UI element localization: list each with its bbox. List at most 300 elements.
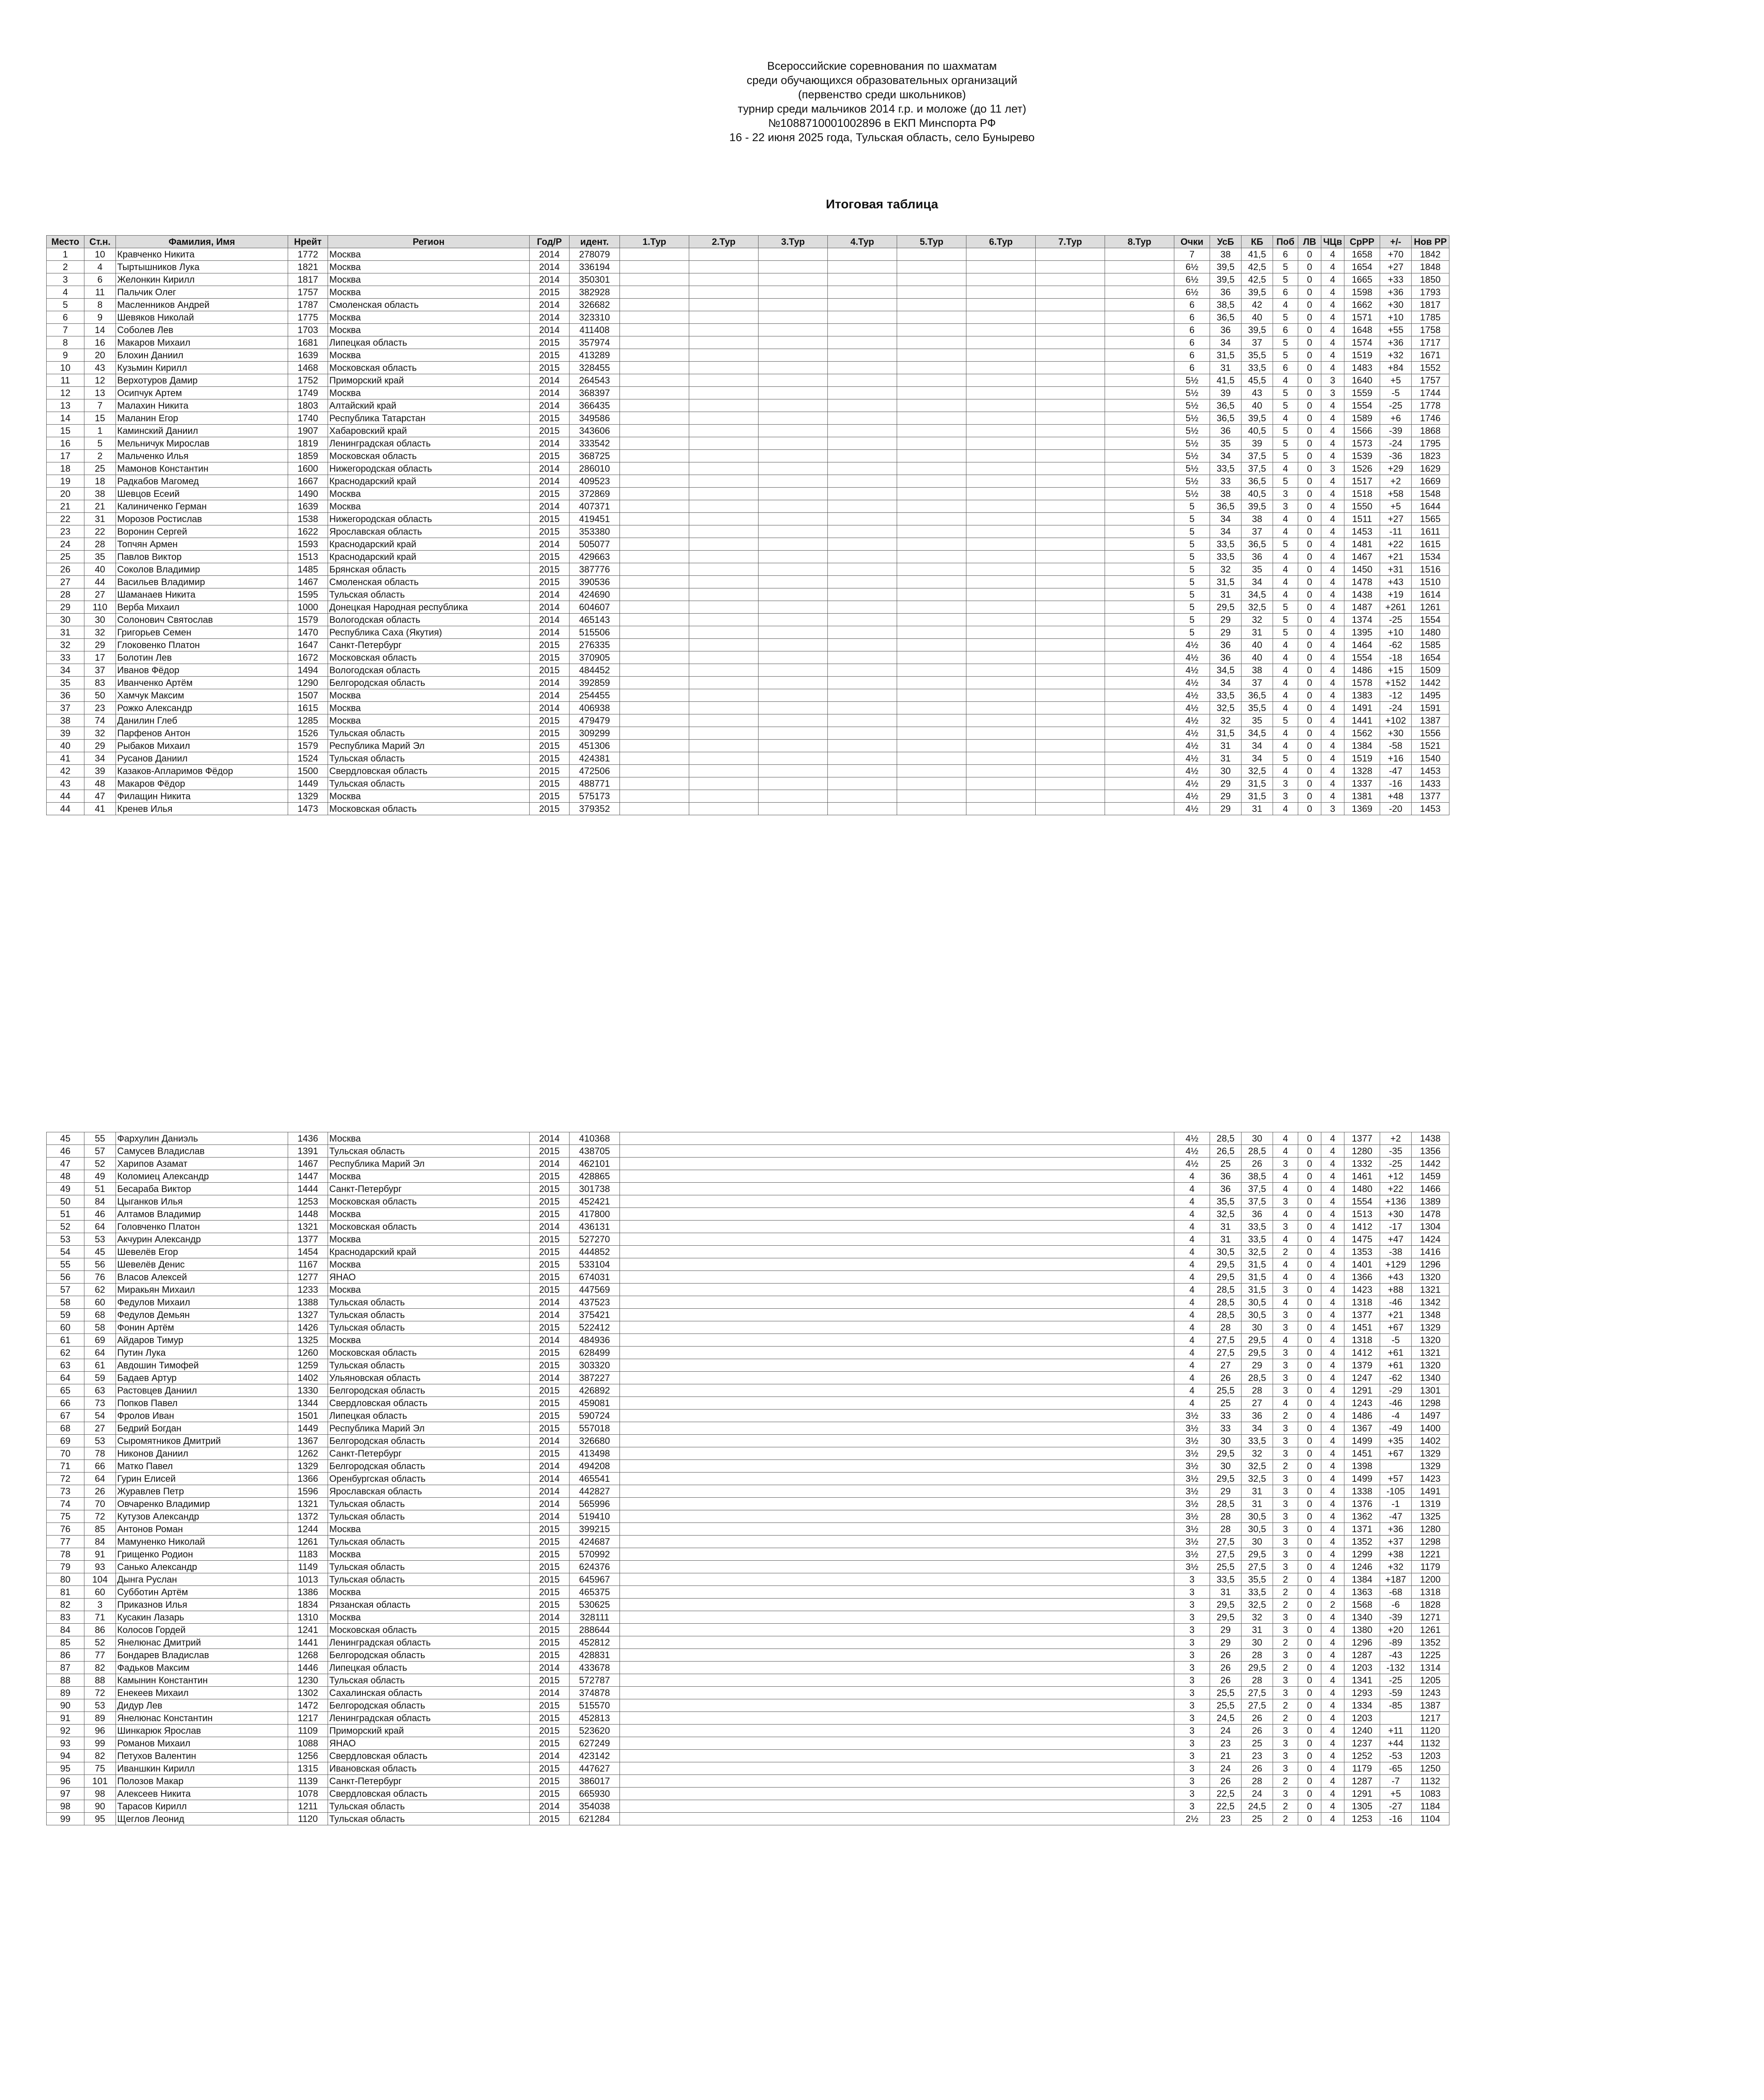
table-cell — [620, 1195, 1174, 1208]
table-cell: Москва — [328, 790, 530, 803]
table-cell: 28,5 — [1242, 1145, 1273, 1158]
table-cell: 379352 — [570, 803, 620, 815]
table-cell — [620, 1699, 1174, 1712]
table-cell: 39,5 — [1242, 286, 1273, 299]
table-cell: 1233 — [288, 1284, 328, 1296]
table-cell: 4 — [1321, 1800, 1344, 1813]
table-cell: 8 — [47, 336, 84, 349]
table-cell — [689, 601, 759, 614]
table-cell — [966, 412, 1036, 425]
table-cell: Фролов Иван — [116, 1410, 288, 1422]
table-cell: +36 — [1380, 1523, 1412, 1536]
table-cell: 2015 — [530, 1183, 570, 1195]
table-cell — [897, 273, 966, 286]
table-cell — [620, 1233, 1174, 1246]
table-cell: Алексеев Никита — [116, 1788, 288, 1800]
table-cell: 4 — [1321, 1636, 1344, 1649]
table-cell: 4½ — [1174, 689, 1210, 702]
table-cell: 1513 — [1344, 1208, 1380, 1221]
table-cell: +48 — [1380, 790, 1412, 803]
table-cell: 1318 — [1412, 1586, 1449, 1599]
table-cell: 2015 — [530, 349, 570, 362]
table-cell — [1036, 740, 1105, 752]
table-cell: 32,5 — [1242, 1599, 1273, 1611]
table-cell: 33 — [1210, 1422, 1242, 1435]
table-cell — [897, 714, 966, 727]
table-cell: 30 — [1242, 1636, 1273, 1649]
table-cell: 36,5 — [1242, 475, 1273, 488]
table-cell: 1387 — [1412, 714, 1449, 727]
table-cell: 40 — [1242, 399, 1273, 412]
table-cell: 4 — [1174, 1170, 1210, 1183]
table-cell: Дынга Руслан — [116, 1573, 288, 1586]
table-cell — [620, 525, 689, 538]
table-cell: 62 — [84, 1284, 116, 1296]
table-cell — [620, 450, 689, 462]
table-cell — [1036, 475, 1105, 488]
table-cell — [966, 740, 1036, 752]
table-cell: 438705 — [570, 1145, 620, 1158]
table-cell: Дидур Лев — [116, 1699, 288, 1712]
table-cell — [828, 790, 897, 803]
table-row — [47, 286, 1449, 299]
table-cell — [966, 626, 1036, 639]
table-cell: 1376 — [1344, 1498, 1380, 1510]
table-cell: 31,5 — [1242, 1284, 1273, 1296]
table-cell: 1314 — [1412, 1662, 1449, 1674]
table-cell: Верба Михаил — [116, 601, 288, 614]
table-cell: 34 — [1210, 513, 1242, 525]
table-cell: 6½ — [1174, 286, 1210, 299]
table-cell: 1478 — [1344, 576, 1380, 588]
table-cell: 30 — [84, 614, 116, 626]
table-cell: 37 — [1242, 525, 1273, 538]
table-row — [47, 777, 1449, 790]
table-cell: 2015 — [530, 1170, 570, 1183]
table-cell: 30 — [1210, 765, 1242, 777]
table-cell: 13 — [84, 387, 116, 399]
table-cell: 336194 — [570, 261, 620, 273]
table-cell — [620, 462, 689, 475]
table-row — [47, 450, 1449, 462]
table-cell: 5 — [1273, 538, 1298, 551]
table-cell: 28 — [1242, 1674, 1273, 1687]
table-cell: 4 — [1321, 261, 1344, 273]
table-cell: 1495 — [1412, 689, 1449, 702]
table-cell: 1256 — [288, 1750, 328, 1762]
table-cell: Краснодарский край — [328, 551, 530, 563]
table-cell: 0 — [1298, 1687, 1321, 1699]
table-cell — [620, 1561, 1174, 1573]
table-cell: 0 — [1298, 1473, 1321, 1485]
table-cell: 437523 — [570, 1296, 620, 1309]
table-cell: Мальченко Илья — [116, 450, 288, 462]
table-cell — [1036, 803, 1105, 815]
table-cell — [897, 677, 966, 689]
table-cell: 29,5 — [1210, 1258, 1242, 1271]
table-cell: 4½ — [1174, 740, 1210, 752]
table-cell: 98 — [84, 1788, 116, 1800]
column-header: +/- — [1380, 236, 1412, 248]
table-cell: 71 — [84, 1611, 116, 1624]
table-cell: -53 — [1380, 1750, 1412, 1762]
table-cell: +44 — [1380, 1737, 1412, 1750]
table-cell: 5½ — [1174, 437, 1210, 450]
table-cell: 1340 — [1412, 1372, 1449, 1384]
table-cell: 465375 — [570, 1586, 620, 1599]
table-cell — [1036, 777, 1105, 790]
table-cell: 3½ — [1174, 1447, 1210, 1460]
table-cell: Белгородская область — [328, 1435, 530, 1447]
table-cell: Мамуненко Николай — [116, 1536, 288, 1548]
column-header: Год/Р — [530, 236, 570, 248]
table-cell — [620, 576, 689, 588]
table-cell: 31 — [1210, 1586, 1242, 1599]
table-cell: Москва — [328, 261, 530, 273]
table-cell: 29,5 — [1210, 1271, 1242, 1284]
table-row — [47, 1271, 1449, 1284]
table-cell: 29,5 — [1210, 1447, 1242, 1460]
table-cell: 1241 — [288, 1624, 328, 1636]
table-cell: Нижегородская область — [328, 462, 530, 475]
table-cell: 4 — [1321, 1460, 1344, 1473]
table-cell: 4 — [1321, 614, 1344, 626]
table-cell: 2014 — [530, 311, 570, 324]
table-cell: 1451 — [1344, 1321, 1380, 1334]
table-cell: 0 — [1298, 1347, 1321, 1359]
table-cell: 1466 — [1412, 1183, 1449, 1195]
table-cell: 86 — [47, 1649, 84, 1662]
table-cell — [897, 639, 966, 651]
table-cell — [1036, 500, 1105, 513]
table-cell: Ленинградская область — [328, 1712, 530, 1725]
table-cell — [966, 689, 1036, 702]
table-cell: 3½ — [1174, 1548, 1210, 1561]
table-cell — [620, 261, 689, 273]
table-cell — [620, 1410, 1174, 1422]
table-cell: 50 — [84, 689, 116, 702]
table-cell — [620, 1586, 1174, 1599]
table-cell: 93 — [47, 1737, 84, 1750]
table-cell: 1787 — [288, 299, 328, 311]
table-row — [47, 513, 1449, 525]
table-cell: 2 — [1273, 1712, 1298, 1725]
table-cell: 1823 — [1412, 450, 1449, 462]
table-cell: 31 — [1210, 1233, 1242, 1246]
table-cell — [1105, 525, 1174, 538]
table-cell: 64 — [47, 1372, 84, 1384]
table-cell: 3 — [1174, 1712, 1210, 1725]
table-cell: 0 — [1298, 576, 1321, 588]
table-cell: 0 — [1298, 551, 1321, 563]
table-cell: 1487 — [1344, 601, 1380, 614]
table-cell — [689, 362, 759, 374]
table-cell: 23 — [1210, 1737, 1242, 1750]
table-cell: 1828 — [1412, 1599, 1449, 1611]
table-cell: 328455 — [570, 362, 620, 374]
table-cell: 1243 — [1412, 1687, 1449, 1699]
table-cell: 31,5 — [1242, 1271, 1273, 1284]
table-cell: Глоковенко Платон — [116, 639, 288, 651]
table-cell: 0 — [1298, 1599, 1321, 1611]
table-cell: Иванов Фёдор — [116, 664, 288, 677]
table-cell: 0 — [1298, 1170, 1321, 1183]
table-cell: 30 — [1242, 1321, 1273, 1334]
table-row — [47, 1296, 1449, 1309]
table-cell — [620, 1309, 1174, 1321]
table-cell: 3 — [1273, 1674, 1298, 1687]
table-cell: 4 — [1273, 1233, 1298, 1246]
table-cell: 3 — [1273, 1498, 1298, 1510]
table-cell: 30,5 — [1242, 1309, 1273, 1321]
table-cell: 6 — [1273, 286, 1298, 299]
table-cell — [1105, 601, 1174, 614]
table-cell: 34 — [1242, 740, 1273, 752]
table-cell: 60 — [84, 1586, 116, 1599]
table-cell: Янелюнас Константин — [116, 1712, 288, 1725]
table-cell: 4 — [1321, 1649, 1344, 1662]
table-cell: 44 — [47, 803, 84, 815]
table-cell: Москва — [328, 387, 530, 399]
table-cell: 63 — [84, 1384, 116, 1397]
table-cell: Ярославская область — [328, 525, 530, 538]
table-cell: Грищенко Родион — [116, 1548, 288, 1561]
table-cell — [689, 538, 759, 551]
table-cell: 2015 — [530, 1422, 570, 1435]
table-cell: 505077 — [570, 538, 620, 551]
table-cell: 20 — [47, 488, 84, 500]
table-cell: Брянская область — [328, 563, 530, 576]
table-cell — [828, 714, 897, 727]
table-cell: 1470 — [288, 626, 328, 639]
table-cell — [620, 727, 689, 740]
table-cell — [828, 639, 897, 651]
table-cell — [1036, 752, 1105, 765]
table-cell: 76 — [84, 1271, 116, 1284]
table-cell: 4 — [1174, 1284, 1210, 1296]
table-cell: 0 — [1298, 1725, 1321, 1737]
table-row — [47, 740, 1449, 752]
table-cell: Ивановская область — [328, 1762, 530, 1775]
table-cell: Москва — [328, 689, 530, 702]
table-cell: 1377 — [1344, 1309, 1380, 1321]
table-cell: 1501 — [288, 1410, 328, 1422]
table-cell: 74 — [47, 1498, 84, 1510]
table-cell — [828, 500, 897, 513]
table-cell: Кравченко Никита — [116, 248, 288, 261]
table-cell: +21 — [1380, 1309, 1412, 1321]
table-cell: 1338 — [1344, 1485, 1380, 1498]
table-cell: 370905 — [570, 651, 620, 664]
table-cell: Миракьян Михаил — [116, 1284, 288, 1296]
table-cell: -27 — [1380, 1800, 1412, 1813]
table-cell: 3 — [1273, 1788, 1298, 1800]
table-cell: 428865 — [570, 1170, 620, 1183]
table-cell: 387776 — [570, 563, 620, 576]
table-cell: 4 — [1321, 1258, 1344, 1271]
table-cell: 1400 — [1412, 1422, 1449, 1435]
table-cell — [1105, 261, 1174, 273]
table-cell: 34,5 — [1242, 727, 1273, 740]
table-cell: 34,5 — [1210, 664, 1242, 677]
table-cell: 4 — [1321, 311, 1344, 324]
table-cell: Солонович Святослав — [116, 614, 288, 626]
table-cell: -65 — [1380, 1762, 1412, 1775]
table-cell: -36 — [1380, 450, 1412, 462]
table-cell: 43 — [47, 777, 84, 790]
table-cell — [620, 1347, 1174, 1359]
table-cell: 29 — [1210, 614, 1242, 626]
table-cell: +10 — [1380, 311, 1412, 324]
table-cell: 3½ — [1174, 1435, 1210, 1447]
table-cell: 1639 — [288, 500, 328, 513]
table-cell: 27,5 — [1210, 1536, 1242, 1548]
table-cell: 38 — [1210, 488, 1242, 500]
table-cell: 1013 — [288, 1573, 328, 1586]
table-cell: 4 — [1321, 1158, 1344, 1170]
table-cell: 1662 — [1344, 299, 1380, 311]
table-cell: 27,5 — [1210, 1548, 1242, 1561]
table-cell: Белгородская область — [328, 1460, 530, 1473]
table-cell: 42,5 — [1242, 273, 1273, 286]
table-cell: 25,5 — [1210, 1561, 1242, 1573]
table-cell: 1329 — [1412, 1321, 1449, 1334]
table-cell: 390536 — [570, 576, 620, 588]
table-cell — [897, 727, 966, 740]
table-cell: 1271 — [1412, 1611, 1449, 1624]
table-cell — [1036, 311, 1105, 324]
table-cell: -29 — [1380, 1384, 1412, 1397]
table-cell: 1244 — [288, 1523, 328, 1536]
table-cell: 40 — [1242, 651, 1273, 664]
table-row — [47, 1687, 1449, 1699]
table-cell: 2014 — [530, 324, 570, 336]
table-cell: 0 — [1298, 299, 1321, 311]
table-cell: -5 — [1380, 387, 1412, 399]
table-cell: 452421 — [570, 1195, 620, 1208]
table-cell: 417800 — [570, 1208, 620, 1221]
table-cell: Кусакин Лазарь — [116, 1611, 288, 1624]
table-cell — [966, 601, 1036, 614]
table-row — [47, 1712, 1449, 1725]
table-cell: Москва — [328, 1611, 530, 1624]
table-cell: 2 — [1273, 1636, 1298, 1649]
table-cell: 4 — [1273, 1208, 1298, 1221]
table-cell — [1105, 538, 1174, 551]
table-cell: 60 — [47, 1321, 84, 1334]
table-cell: 21 — [47, 500, 84, 513]
table-cell: 4 — [1273, 727, 1298, 740]
table-cell: 1480 — [1344, 1183, 1380, 1195]
table-cell: 42 — [47, 765, 84, 777]
table-cell: 6 — [47, 311, 84, 324]
table-cell: 1120 — [288, 1813, 328, 1825]
table-cell: 2015 — [530, 1636, 570, 1649]
table-cell: Тульская область — [328, 1309, 530, 1321]
table-cell: 1519 — [1344, 349, 1380, 362]
table-cell: Ульяновская область — [328, 1372, 530, 1384]
table-cell: 1615 — [1412, 538, 1449, 551]
table-cell: 1416 — [1412, 1246, 1449, 1258]
table-cell: -25 — [1380, 614, 1412, 626]
table-cell: 2015 — [530, 1725, 570, 1737]
table-cell: 2014 — [530, 1611, 570, 1624]
table-cell: 1629 — [1412, 462, 1449, 475]
table-cell — [828, 538, 897, 551]
table-cell — [620, 1485, 1174, 1498]
table-cell — [689, 790, 759, 803]
table-cell: 30,5 — [1210, 1246, 1242, 1258]
table-cell — [620, 248, 689, 261]
table-cell: 3½ — [1174, 1410, 1210, 1422]
table-cell — [759, 475, 828, 488]
table-cell: 2014 — [530, 1309, 570, 1321]
table-cell: 25 — [1210, 1158, 1242, 1170]
table-row — [47, 462, 1449, 475]
table-cell: Тульская область — [328, 1800, 530, 1813]
table-cell: 4 — [1321, 248, 1344, 261]
table-cell — [620, 1334, 1174, 1347]
table-cell: 1566 — [1344, 425, 1380, 437]
table-cell: 1511 — [1344, 513, 1380, 525]
table-cell: 2 — [1273, 1775, 1298, 1788]
table-cell: 6½ — [1174, 273, 1210, 286]
table-cell: 3 — [1273, 1649, 1298, 1662]
table-cell: 36 — [1242, 1208, 1273, 1221]
table-cell: Шевяков Николай — [116, 311, 288, 324]
table-cell — [1036, 299, 1105, 311]
table-cell: -11 — [1380, 525, 1412, 538]
table-cell: 25,5 — [1210, 1687, 1242, 1699]
table-cell: Алтайский край — [328, 399, 530, 412]
table-cell — [620, 286, 689, 299]
table-cell: 36 — [1210, 639, 1242, 651]
table-cell: 3 — [1273, 1473, 1298, 1485]
table-cell: Болотин Лев — [116, 651, 288, 664]
table-cell: 523620 — [570, 1725, 620, 1737]
table-cell: 1362 — [1344, 1510, 1380, 1523]
table-cell — [620, 273, 689, 286]
table-cell — [620, 324, 689, 336]
table-cell: 5 — [1273, 450, 1298, 462]
table-cell: 2014 — [530, 248, 570, 261]
table-cell — [620, 475, 689, 488]
table-cell: 1752 — [288, 374, 328, 387]
table-cell: 71 — [47, 1460, 84, 1473]
table-cell: 2014 — [530, 677, 570, 689]
table-cell — [828, 601, 897, 614]
table-cell: 368397 — [570, 387, 620, 399]
table-cell: 4 — [1174, 1321, 1210, 1334]
table-cell: 4 — [1321, 500, 1344, 513]
table-cell: 0 — [1298, 1762, 1321, 1775]
table-cell: 54 — [84, 1410, 116, 1422]
table-cell: +88 — [1380, 1284, 1412, 1296]
table-cell: 36,5 — [1210, 311, 1242, 324]
table-cell: 2 — [1273, 1410, 1298, 1422]
table-cell: 1850 — [1412, 273, 1449, 286]
table-cell: Московская область — [328, 450, 530, 462]
table-cell: 4 — [1321, 1321, 1344, 1334]
table-cell: 51 — [47, 1208, 84, 1221]
table-cell: 1578 — [1344, 677, 1380, 689]
table-cell: 1205 — [1412, 1674, 1449, 1687]
table-cell: 1500 — [288, 765, 328, 777]
table-cell: 1817 — [288, 273, 328, 286]
table-cell: +27 — [1380, 261, 1412, 273]
table-cell: +61 — [1380, 1347, 1412, 1359]
table-cell: 1775 — [288, 311, 328, 324]
